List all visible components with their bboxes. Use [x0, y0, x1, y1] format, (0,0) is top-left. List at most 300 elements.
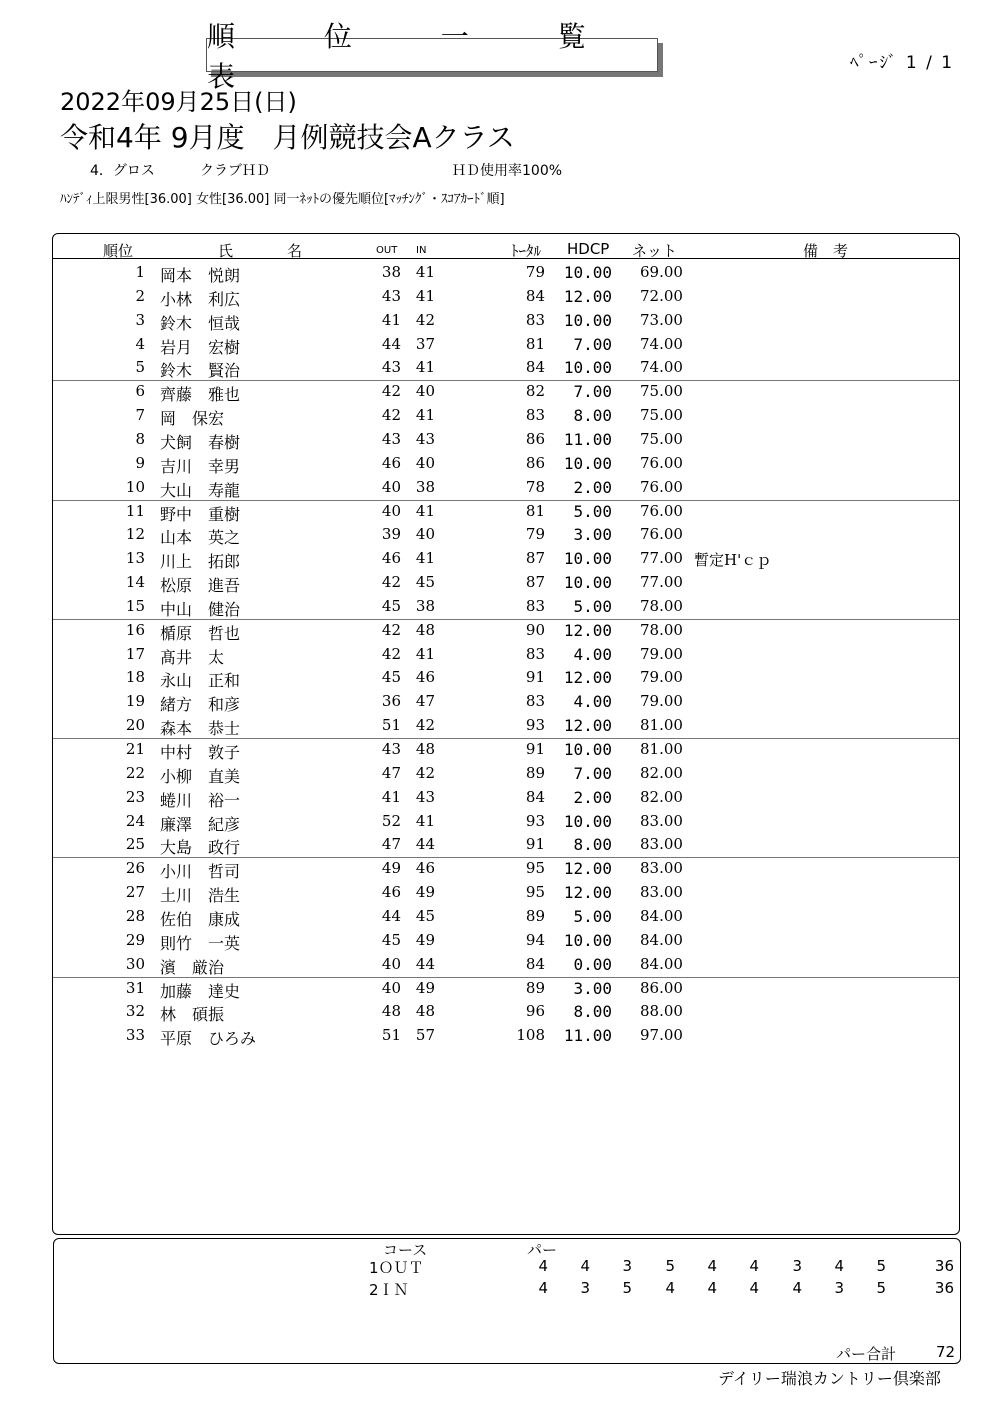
name-cell: 犬飼 春樹 — [160, 432, 241, 452]
out-score-cell: 47 — [381, 835, 401, 854]
total-score-cell: 93 — [525, 811, 545, 830]
header-divider — [52, 258, 960, 259]
hole-par: 5 — [876, 1257, 886, 1275]
net-score-cell: 79.00 — [640, 644, 683, 663]
hdcp-cell: 3.00 — [573, 525, 612, 545]
total-score-cell: 89 — [525, 763, 545, 782]
hdcp-cell: 8.00 — [573, 835, 612, 855]
out-score-cell: 51 — [381, 716, 401, 735]
name-cell: 蜷川 裕一 — [160, 790, 241, 810]
net-score-cell: 78.00 — [640, 620, 683, 639]
table-row — [0, 502, 1000, 526]
in-score-cell: 48 — [415, 740, 435, 758]
rank-cell: 15 — [125, 596, 145, 615]
out-score-cell: 40 — [381, 954, 401, 973]
hdcp-cell: 12.00 — [563, 286, 612, 306]
page-title: 順 位 一 覧 表 — [207, 20, 626, 93]
in-score-cell: 45 — [415, 573, 435, 592]
total-score-cell: 83 — [525, 596, 545, 615]
in-score-cell: 46 — [415, 668, 435, 687]
column-header-out: OUT — [376, 245, 398, 256]
name-cell: 廉澤 紀彦 — [160, 814, 241, 834]
hdcp-cell: 0.00 — [573, 954, 612, 974]
in-score-cell: 46 — [415, 859, 435, 878]
name-cell: 松原 進吾 — [160, 576, 241, 596]
out-score-cell: 42 — [381, 644, 401, 663]
rank-cell: 22 — [125, 763, 145, 782]
name-cell: 岡 保宏 — [160, 409, 225, 429]
name-cell: 加藤 達史 — [160, 981, 241, 1001]
hdcp-cell: 12.00 — [563, 668, 612, 688]
table-row — [0, 979, 1000, 1003]
column-header-in: IN — [416, 245, 427, 256]
total-score-cell: 95 — [525, 883, 545, 902]
name-cell: 小柳 直美 — [160, 766, 241, 786]
table-row — [0, 788, 1000, 812]
hole-par: 4 — [538, 1279, 548, 1297]
net-score-cell: 77.00 — [640, 573, 683, 592]
in-score-cell: 41 — [415, 644, 435, 663]
in-score-cell: 43 — [415, 429, 435, 448]
table-row — [0, 478, 1000, 502]
rank-cell: 13 — [125, 549, 145, 568]
name-cell: 野中 重樹 — [160, 504, 241, 524]
out-score-cell: 41 — [381, 787, 401, 806]
hdcp-cell: 12.00 — [563, 620, 612, 640]
hole-par: 4 — [707, 1257, 717, 1275]
in-score-cell: 41 — [415, 358, 435, 377]
out-score-cell: 43 — [381, 740, 401, 758]
name-cell: 中村 敦子 — [160, 743, 241, 762]
hdcp-cell: 10.00 — [563, 573, 612, 593]
hole-par: 5 — [622, 1279, 632, 1297]
hole-par: 4 — [792, 1279, 802, 1297]
column-header-name-2: 名 — [287, 242, 303, 260]
total-score-cell: 108 — [516, 1026, 545, 1045]
hole-par: 4 — [707, 1279, 717, 1297]
out-score-cell: 40 — [381, 477, 401, 496]
name-cell: 山本 英之 — [160, 528, 241, 548]
column-header-net: ネット — [632, 242, 678, 260]
table-row — [0, 835, 1000, 859]
net-score-cell: 81.00 — [640, 716, 683, 735]
out-score-cell: 44 — [381, 334, 401, 353]
table-row — [0, 406, 1000, 430]
hole-par: 3 — [792, 1257, 802, 1275]
handicap-rules-note: ﾊﾝﾃﾞｨ上限男性[36.00] 女性[36.00] 同一ﾈｯﾄの優先順位[ﾏｯﾁﾝｸﾞ・ｽｺｱｶｰﾄﾞ順] — [60, 192, 505, 207]
hdcp-cell: 10.00 — [563, 740, 612, 759]
out-score-cell: 44 — [381, 906, 401, 925]
net-score-cell: 69.00 — [640, 263, 683, 281]
hdcp-cell: 12.00 — [563, 883, 612, 903]
table-row — [0, 931, 1000, 955]
hdcp-cell: 8.00 — [573, 1002, 612, 1022]
total-score-cell: 87 — [525, 573, 545, 592]
net-score-cell: 83.00 — [640, 883, 683, 902]
in-score-cell: 41 — [415, 549, 435, 568]
table-row — [0, 525, 1000, 549]
net-score-cell: 77.00 — [640, 549, 683, 568]
out-score-cell: 42 — [381, 382, 401, 401]
in-score-cell: 41 — [415, 811, 435, 830]
table-row — [0, 621, 1000, 645]
table-row — [0, 573, 1000, 597]
out-score-cell: 52 — [381, 811, 401, 830]
net-score-cell: 97.00 — [640, 1026, 683, 1045]
out-score-cell: 51 — [381, 1026, 401, 1045]
rank-cell: 11 — [125, 501, 145, 520]
hdcp-cell: 5.00 — [573, 501, 612, 521]
rank-cell: 2 — [135, 286, 145, 305]
in-score-cell: 57 — [415, 1026, 435, 1045]
rank-cell: 9 — [135, 453, 145, 472]
rank-cell: 6 — [135, 382, 145, 401]
column-header-note: 備 考 — [803, 242, 849, 260]
name-cell: 佐伯 康成 — [160, 909, 241, 929]
rank-cell: 19 — [125, 692, 145, 711]
net-score-cell: 75.00 — [640, 382, 683, 401]
out-score-cell: 46 — [381, 549, 401, 568]
net-score-cell: 83.00 — [640, 835, 683, 854]
total-score-cell: 89 — [525, 906, 545, 925]
net-score-cell: 79.00 — [640, 668, 683, 687]
table-row — [0, 859, 1000, 883]
table-row — [0, 883, 1000, 907]
out-score-cell: 45 — [381, 596, 401, 615]
out-score-cell: 39 — [381, 525, 401, 544]
hdcp-cell: 12.00 — [563, 716, 612, 736]
in-score-cell: 38 — [415, 596, 435, 615]
hdcp-cell: 10.00 — [563, 358, 612, 378]
rank-cell: 14 — [125, 573, 145, 592]
group-divider — [53, 619, 959, 620]
net-score-cell: 83.00 — [640, 811, 683, 830]
name-cell: 林 碩振 — [160, 1005, 225, 1025]
out-score-cell: 41 — [381, 310, 401, 329]
out-score-cell: 40 — [381, 978, 401, 997]
total-score-cell: 93 — [525, 716, 545, 735]
name-cell: 川上 拓郎 — [160, 552, 241, 572]
rank-cell: 24 — [125, 811, 145, 830]
table-row — [0, 549, 1000, 573]
name-cell: 森本 恭士 — [160, 719, 241, 739]
table-row — [0, 907, 1000, 931]
net-score-cell: 76.00 — [640, 477, 683, 496]
rank-cell: 5 — [135, 358, 145, 377]
hdcp-cell: 8.00 — [573, 406, 612, 426]
table-row — [0, 382, 1000, 406]
net-score-cell: 81.00 — [640, 740, 683, 758]
in-score-cell: 41 — [415, 263, 435, 281]
rank-cell: 28 — [125, 906, 145, 925]
net-score-cell: 84.00 — [640, 906, 683, 925]
in-score-cell: 47 — [415, 692, 435, 711]
rank-cell: 33 — [125, 1026, 145, 1045]
rank-cell: 4 — [135, 334, 145, 353]
out-score-cell: 46 — [381, 883, 401, 902]
total-score-cell: 84 — [525, 954, 545, 973]
out-score-cell: 45 — [381, 668, 401, 687]
hole-par: 3 — [580, 1279, 590, 1297]
in-score-cell: 40 — [415, 525, 435, 544]
net-score-cell: 75.00 — [640, 429, 683, 448]
in-score-cell: 42 — [415, 310, 435, 329]
table-row — [0, 311, 1000, 335]
total-score-cell: 81 — [525, 501, 545, 520]
hole-par: 4 — [749, 1279, 759, 1297]
in-score-cell: 41 — [415, 286, 435, 305]
column-header-rank: 順位 — [103, 242, 134, 260]
net-score-cell: 72.00 — [640, 286, 683, 305]
in-score-cell: 42 — [415, 716, 435, 735]
hole-par: 5 — [665, 1257, 675, 1275]
in-score-cell: 42 — [415, 763, 435, 782]
name-cell: 緒方 和彦 — [160, 695, 241, 715]
course-out-name: 1ＯＵＴ — [369, 1259, 424, 1277]
out-score-cell: 40 — [381, 501, 401, 520]
total-score-cell: 81 — [525, 334, 545, 353]
table-row — [0, 454, 1000, 478]
score-type: 4．グロス — [90, 163, 155, 179]
hdcp-cell: 12.00 — [563, 859, 612, 879]
total-score-cell: 94 — [525, 930, 545, 949]
handicap-type: クラブＨＤ — [200, 163, 270, 179]
hole-par: 4 — [749, 1257, 759, 1275]
out-score-cell: 47 — [381, 763, 401, 782]
rank-cell: 32 — [125, 1002, 145, 1021]
hdcp-cell: 2.00 — [573, 477, 612, 497]
total-score-cell: 83 — [525, 692, 545, 711]
net-score-cell: 78.00 — [640, 596, 683, 615]
column-header-hdcp: HDCP — [567, 240, 610, 258]
name-cell: 濱 厳治 — [160, 957, 225, 977]
total-score-cell: 84 — [525, 358, 545, 377]
hdcp-cell: 7.00 — [573, 334, 612, 354]
column-header-total: ﾄｰﾀﾙ — [511, 242, 542, 260]
hdcp-cell: 11.00 — [563, 429, 612, 449]
par-label: パー — [527, 1241, 558, 1259]
table-row — [0, 1026, 1000, 1050]
rank-cell: 12 — [125, 525, 145, 544]
hdcp-cell: 10.00 — [563, 263, 612, 282]
par-subtotal: 36 — [934, 1257, 954, 1275]
in-score-cell: 44 — [415, 835, 435, 854]
rank-cell: 1 — [135, 263, 145, 281]
rank-cell: 7 — [135, 406, 145, 425]
name-cell: 中山 健治 — [160, 599, 241, 619]
rank-cell: 17 — [125, 644, 145, 663]
hdcp-cell: 4.00 — [573, 692, 612, 712]
out-score-cell: 42 — [381, 620, 401, 639]
hdcp-cell: 2.00 — [573, 787, 612, 807]
out-score-cell: 45 — [381, 930, 401, 949]
rank-cell: 26 — [125, 859, 145, 878]
hdcp-cell: 10.00 — [563, 811, 612, 831]
table-row — [0, 597, 1000, 621]
in-score-cell: 49 — [415, 978, 435, 997]
net-score-cell: 74.00 — [640, 358, 683, 377]
name-cell: 齊藤 雅也 — [160, 385, 241, 405]
out-score-cell: 43 — [381, 358, 401, 377]
group-divider — [53, 857, 959, 858]
hole-par: 3 — [622, 1257, 632, 1275]
in-score-cell: 38 — [415, 477, 435, 496]
net-score-cell: 76.00 — [640, 525, 683, 544]
total-score-cell: 82 — [525, 382, 545, 401]
name-cell: 則竹 一英 — [160, 933, 241, 953]
rank-cell: 8 — [135, 429, 145, 448]
par-subtotal: 36 — [934, 1279, 954, 1297]
table-row — [0, 430, 1000, 454]
out-score-cell: 43 — [381, 429, 401, 448]
in-score-cell: 41 — [415, 406, 435, 425]
group-divider — [53, 738, 959, 739]
net-score-cell: 82.00 — [640, 763, 683, 782]
page-title-box — [206, 20, 658, 93]
page-indicator: ﾍﾟｰｼﾞ 1 / 1 — [850, 53, 955, 73]
hdcp-cell: 11.00 — [563, 1026, 612, 1046]
par-total-label: パー合計 — [836, 1345, 897, 1363]
out-score-cell: 49 — [381, 859, 401, 878]
out-score-cell: 42 — [381, 406, 401, 425]
out-score-cell: 42 — [381, 573, 401, 592]
name-cell: 土川 浩生 — [160, 886, 241, 906]
rank-cell: 18 — [125, 668, 145, 687]
net-score-cell: 84.00 — [640, 954, 683, 973]
rank-cell: 3 — [135, 310, 145, 329]
in-score-cell: 43 — [415, 787, 435, 806]
total-score-cell: 84 — [525, 787, 545, 806]
table-row — [0, 263, 1000, 287]
hdcp-cell: 7.00 — [573, 763, 612, 783]
name-cell: 吉川 幸男 — [160, 456, 241, 476]
name-cell: 大島 政行 — [160, 838, 241, 858]
table-row — [0, 692, 1000, 716]
hdcp-cell: 10.00 — [563, 453, 612, 473]
rank-cell: 31 — [125, 978, 145, 997]
hdcp-cell: 10.00 — [563, 930, 612, 950]
table-row — [0, 764, 1000, 788]
total-score-cell: 83 — [525, 644, 545, 663]
net-score-cell: 82.00 — [640, 787, 683, 806]
total-score-cell: 91 — [525, 740, 545, 758]
net-score-cell: 88.00 — [640, 1002, 683, 1021]
name-cell: 鈴木 恒哉 — [160, 313, 241, 333]
total-score-cell: 90 — [525, 620, 545, 639]
total-score-cell: 91 — [525, 668, 545, 687]
group-divider — [53, 977, 959, 978]
group-divider — [53, 380, 959, 381]
table-row — [0, 287, 1000, 311]
name-cell: 楯原 哲也 — [160, 623, 241, 643]
in-score-cell: 48 — [415, 620, 435, 639]
out-score-cell: 36 — [381, 692, 401, 711]
in-score-cell: 41 — [415, 501, 435, 520]
table-row — [0, 812, 1000, 836]
course-in-name: 2ＩＮ — [369, 1281, 409, 1299]
table-row — [0, 668, 1000, 692]
hole-par: 4 — [580, 1257, 590, 1275]
club-name: デイリー瑞浪カントリー倶楽部 — [718, 1369, 941, 1388]
total-score-cell: 79 — [525, 263, 545, 281]
table-row — [0, 955, 1000, 979]
net-score-cell: 79.00 — [640, 692, 683, 711]
net-score-cell: 76.00 — [640, 501, 683, 520]
table-row — [0, 740, 1000, 764]
in-score-cell: 45 — [415, 906, 435, 925]
handicap-usage-rate: ＨＤ使用率100% — [452, 163, 563, 179]
total-score-cell: 89 — [525, 978, 545, 997]
total-score-cell: 87 — [525, 549, 545, 568]
name-cell: 大山 寿龍 — [160, 480, 241, 500]
name-cell: 岩月 宏樹 — [160, 337, 241, 357]
rank-cell: 21 — [125, 740, 145, 758]
rank-cell: 10 — [125, 477, 145, 496]
in-score-cell: 40 — [415, 453, 435, 472]
in-score-cell: 40 — [415, 382, 435, 401]
course-label: コース — [383, 1241, 428, 1259]
net-score-cell: 75.00 — [640, 406, 683, 425]
rank-cell: 23 — [125, 787, 145, 806]
table-row — [0, 645, 1000, 669]
rank-cell: 16 — [125, 620, 145, 639]
total-score-cell: 96 — [525, 1002, 545, 1021]
total-score-cell: 78 — [525, 477, 545, 496]
hdcp-cell: 10.00 — [563, 549, 612, 569]
name-cell: 永山 正和 — [160, 671, 241, 691]
net-score-cell: 84.00 — [640, 930, 683, 949]
total-score-cell: 79 — [525, 525, 545, 544]
rank-cell: 30 — [125, 954, 145, 973]
name-cell: 平原 ひろみ — [160, 1029, 257, 1049]
net-score-cell: 73.00 — [640, 310, 683, 329]
name-cell: 小林 利広 — [160, 289, 241, 309]
rank-cell: 29 — [125, 930, 145, 949]
total-score-cell: 86 — [525, 453, 545, 472]
net-score-cell: 83.00 — [640, 859, 683, 878]
out-score-cell: 43 — [381, 286, 401, 305]
total-score-cell: 83 — [525, 310, 545, 329]
hdcp-cell: 10.00 — [563, 310, 612, 330]
hdcp-cell: 3.00 — [573, 978, 612, 998]
note-cell: 暫定H'ｃｐ — [694, 551, 772, 570]
hole-par: 3 — [834, 1279, 844, 1297]
net-score-cell: 74.00 — [640, 334, 683, 353]
out-score-cell: 48 — [381, 1002, 401, 1021]
group-divider — [53, 500, 959, 501]
hole-par: 4 — [665, 1279, 675, 1297]
in-score-cell: 48 — [415, 1002, 435, 1021]
name-cell: 髙井 太 — [160, 647, 225, 667]
total-score-cell: 83 — [525, 406, 545, 425]
total-score-cell: 84 — [525, 286, 545, 305]
net-score-cell: 86.00 — [640, 978, 683, 997]
hole-par: 4 — [834, 1257, 844, 1275]
name-cell: 鈴木 賢治 — [160, 361, 241, 381]
hole-par: 4 — [538, 1257, 548, 1275]
table-row — [0, 358, 1000, 382]
rank-cell: 20 — [125, 716, 145, 735]
table-row — [0, 1002, 1000, 1026]
total-score-cell: 91 — [525, 835, 545, 854]
net-score-cell: 76.00 — [640, 453, 683, 472]
in-score-cell: 44 — [415, 954, 435, 973]
total-score-cell: 86 — [525, 429, 545, 448]
hole-par: 5 — [876, 1279, 886, 1297]
total-score-cell: 95 — [525, 859, 545, 878]
in-score-cell: 49 — [415, 883, 435, 902]
event-date: 2022年09月25日(日) — [60, 88, 297, 116]
